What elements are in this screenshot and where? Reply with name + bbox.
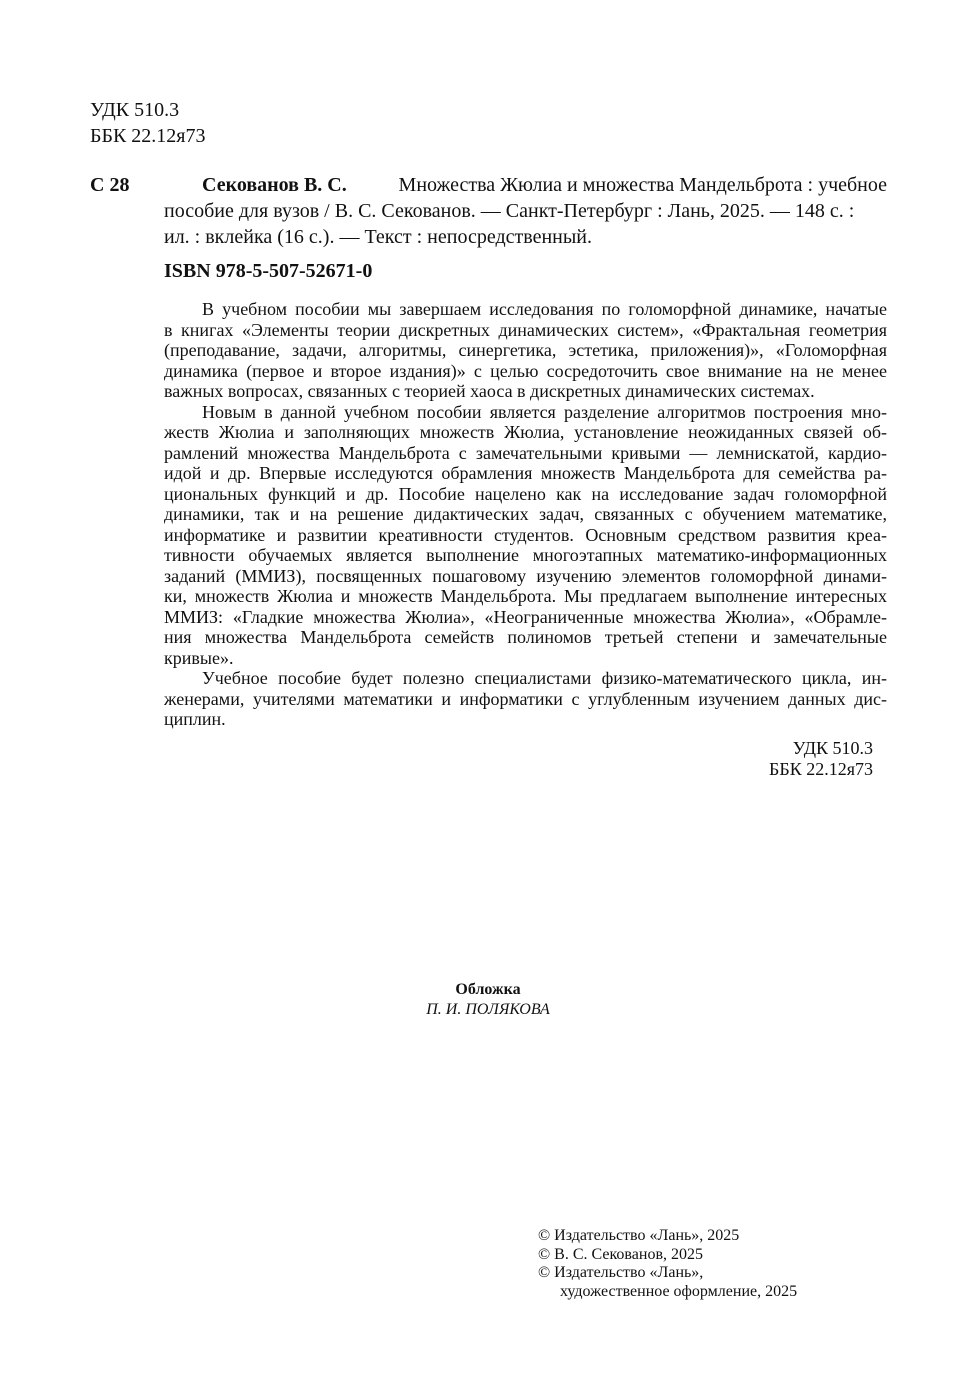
annotation xyxy=(164,299,887,730)
bibliographic-record xyxy=(164,172,887,250)
annotation-line: ки, множеств Жюлиа и множеств Мандельброта. Мы предлагаем выполнение интересных xyxy=(164,586,887,606)
cover-credit xyxy=(0,980,976,1020)
copyright-line: © Издательство «Лань», 2025 xyxy=(538,1227,740,1244)
annotation-line: в книгах «Элементы теории дискретных динамических систем», «Фрактальная геометрия xyxy=(164,319,887,340)
annotation-line: идой и др. Впервые исследуются обрамления множеств Мандельброта для семейства ра- xyxy=(164,463,887,483)
author-sign: С 28 xyxy=(90,174,130,196)
annotation-line: тивности обучаемых является выполнение многоэтапных математико-информационных xyxy=(164,545,887,565)
copyright-line: © Издательство «Лань», xyxy=(538,1264,704,1281)
bbk-code: ББК 22.12я73 xyxy=(90,125,206,147)
annotation-line: женерами, учителями математики и информатики с углубленным изучением данных дис- xyxy=(164,688,887,709)
isbn: ISBN 978-5-507-52671-0 xyxy=(164,260,373,282)
annotation-line: динамика (первое и второе издания)» с целью сосредоточить свое внимание на не менее xyxy=(164,360,887,381)
copyright-line: © В. С. Секованов, 2025 xyxy=(538,1245,703,1263)
record-line-3: ил. : вклейка (16 с.). — Текст : непосредственный. xyxy=(164,226,592,248)
annotation-line: Учебное пособие будет полезно специалистами физико-математического цикла, ин- xyxy=(202,668,887,688)
annotation-line: динамики, так и на решение дидактических задач, связанных с обучением математике, xyxy=(164,504,887,524)
bbk-code: ББК 22.12я73 xyxy=(769,759,873,779)
annotation-line: жеств Жюлиа и заполняющих множеств Жюлиа, установление неожиданных связей об- xyxy=(164,422,887,442)
annotation-line: ММИЗ: «Гладкие множества Жюлиа», «Неограниченные множества Жюлиа», «Обрамле- xyxy=(164,606,887,627)
annotation-line: рамлений множества Мандельброта с замечательными кривыми — лемнискатой, кардио- xyxy=(164,442,887,463)
author-name: Секованов В. С. xyxy=(202,174,347,196)
classification-codes-bottom xyxy=(769,738,873,780)
annotation-line: кривые». xyxy=(164,647,234,668)
title-text: Множества Жюлиа и множества Мандельброта : учебное xyxy=(398,174,887,196)
annotation-line: циональных функций и др. Пособие нацелено как на исследование задач голоморфной xyxy=(164,483,887,504)
record-line-2-text: пособие для вузов / В. С. Секованов. — Санкт-Петербург : Лань, 2025. — 148 с. : xyxy=(164,200,855,222)
annotation-line: важных вопросах, связанных с теорией хаоса в дискретных динамических системах. xyxy=(164,381,815,401)
annotation-line: Новым в данной учебном пособии является разделение алгоритмов построения мно- xyxy=(202,401,887,422)
cover-label: Обложка xyxy=(455,981,521,998)
annotation-line: циплин. xyxy=(164,709,226,729)
record-line-2 xyxy=(164,198,887,224)
annotation-line: информатике и развитии креативности студентов. Основным средством развития креа- xyxy=(164,524,887,545)
annotation-line: (преподавание, задачи, алгоритмы, синергетика, эстетика, приложения)», «Голоморфная xyxy=(164,340,887,360)
udk-code: УДК 510.3 xyxy=(792,738,873,758)
record-line-1 xyxy=(164,172,887,198)
annotation-line: В учебном пособии мы завершаем исследования по голоморфной динамике, начатые xyxy=(202,299,887,319)
cover-designer: П. И. ПОЛЯКОВА xyxy=(426,1001,550,1018)
classification-codes-top xyxy=(90,97,206,149)
annotation-line: ния множества Мандельброта семейств полиномов третьей степени и замечательные xyxy=(164,627,887,647)
udk-code: УДК 510.3 xyxy=(90,99,180,121)
copyright-block xyxy=(538,1227,797,1301)
copyright-line: художественное оформление, 2025 xyxy=(560,1282,798,1300)
annotation-line: заданий (ММИЗ), посвященных пошаговому изучению элементов голоморфной динами- xyxy=(164,565,887,586)
